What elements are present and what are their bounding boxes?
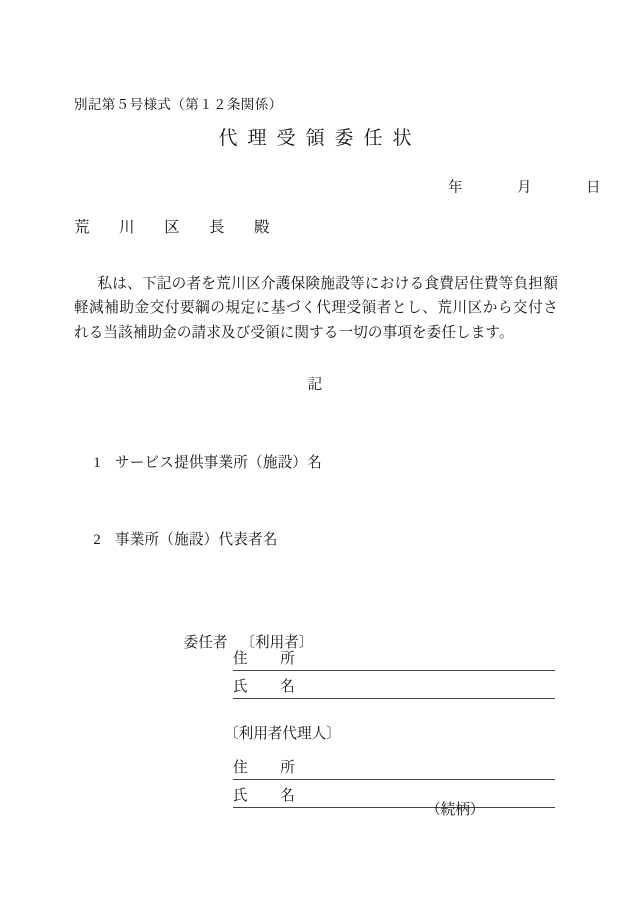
list-item-number: 1 <box>93 455 101 471</box>
delegator-heading-main: 委任者 <box>183 635 228 651</box>
list-item-label: サービス提供事業所（施設）名 <box>114 455 323 471</box>
field-label: 住 所 <box>233 651 304 667</box>
agent-address-field[interactable] <box>233 755 555 780</box>
list-item-label: 事業所（施設）代表者名 <box>114 532 278 548</box>
list-item <box>78 511 278 566</box>
list-item <box>78 434 322 489</box>
relation-note: （続柄） <box>426 802 485 818</box>
delegator-address-field[interactable] <box>233 646 555 671</box>
agent-name-field[interactable] <box>233 783 555 808</box>
addressee: 荒 川 区 長 殿 <box>74 219 277 236</box>
body-paragraph: 私は、下記の者を荒川区介護保険施設等における食費居住費等負担額軽減補助金交付要綱の規定に基づく代理受領者とし、荒川区から交付される当該補助金の請求及び受領に関する一切の事項を委任します。 <box>74 276 558 341</box>
agent-heading: 〔利用者代理人〕 <box>224 726 341 742</box>
field-label: 住 所 <box>233 760 304 776</box>
delegator-name-field[interactable] <box>233 674 555 699</box>
ki-mark: 記 <box>307 377 323 393</box>
delegator-heading-bracket: 〔利用者〕 <box>240 635 314 651</box>
field-label: 氏 名 <box>233 679 304 695</box>
page-title: 代理受領委任状 <box>218 128 422 149</box>
date-line: 年 月 日 <box>448 180 621 196</box>
list-item-number: 2 <box>93 532 101 548</box>
field-label: 氏 名 <box>233 788 304 804</box>
form-number: 別記第５号様式（第１２条関係） <box>74 97 283 112</box>
